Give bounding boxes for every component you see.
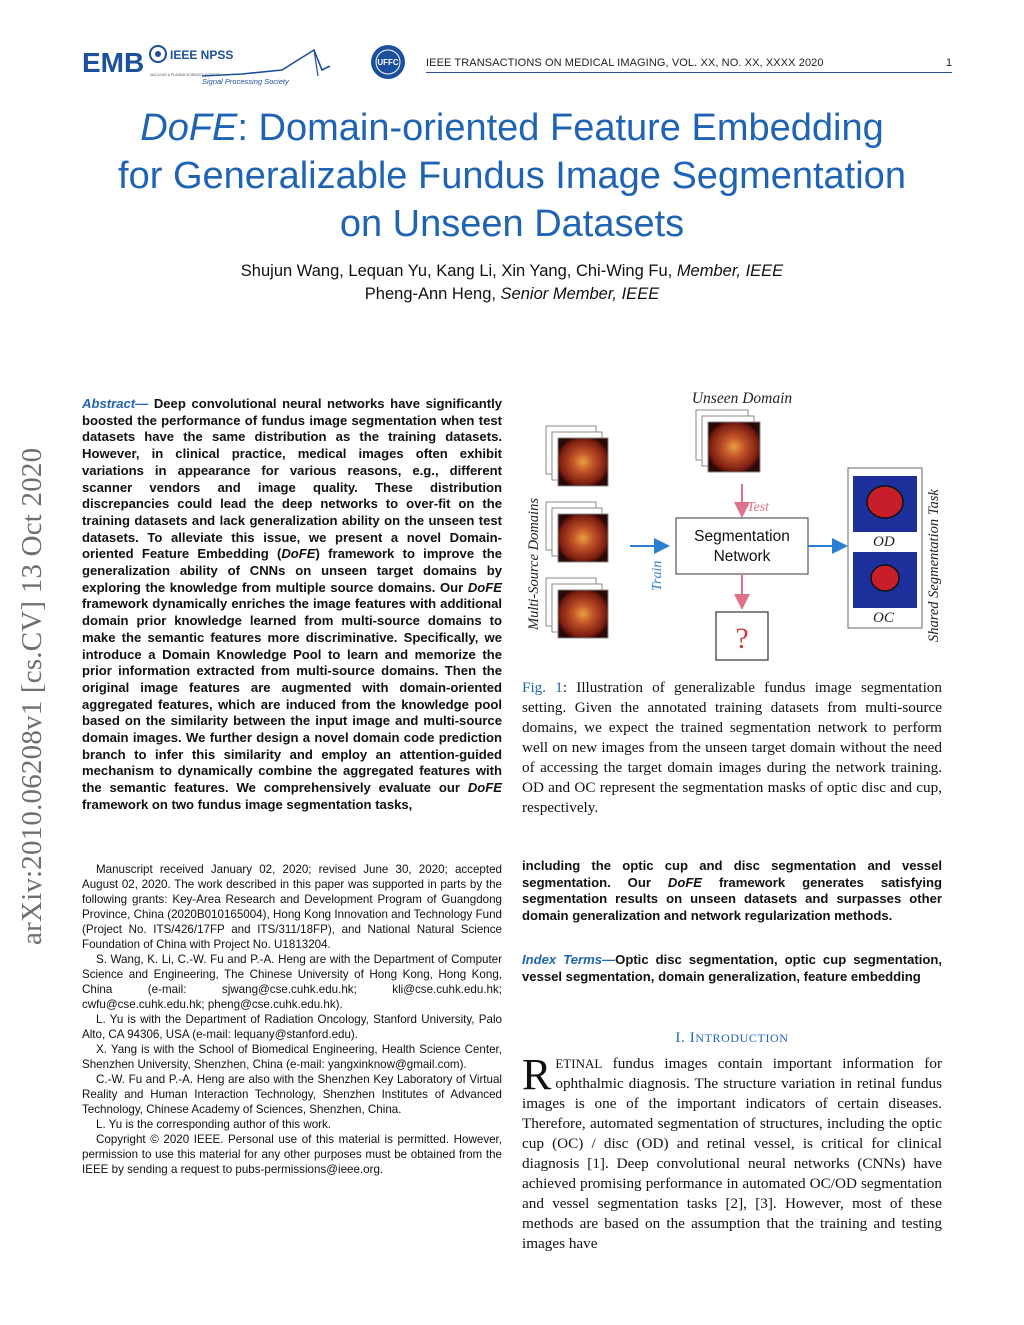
shared-task-label: Shared Segmentation Task — [926, 489, 942, 642]
uffc-logo — [371, 45, 405, 79]
footnote — [82, 862, 502, 1177]
train-label: Train — [650, 560, 665, 591]
authors-line1: Shujun Wang, Lequan Yu, Kang Li, Xin Yang, Chi-Wing Fu, — [240, 262, 677, 280]
header-rule — [426, 72, 952, 73]
emb-logo — [82, 47, 144, 78]
paper-title — [60, 104, 964, 248]
source-domain-stack-2 — [546, 502, 608, 562]
network-label-line1: Segmentation — [694, 528, 790, 545]
segmentation-network-box — [676, 518, 808, 574]
figure-caption — [522, 678, 942, 818]
source-domain-stack-3 — [546, 578, 608, 638]
ieee-npss-logo — [150, 46, 233, 77]
abstract-text-1: Deep convolutional neural networks have significantly boosted the performance of fundus image segmentation when test datasets have the same distribution as the training datasets. However, in clinical practice, medical images often exhibit variations in appearance for various reasons, e.g., different scanner vendors and image quality. These distribution discrepancies could lead the deep networks to over-fit on the training datasets and lack generalization ability on the unseen test datasets. To alleviate this issue, we present a novel Domain-oriented Feature Embedding ( — [82, 396, 502, 562]
authors-line2: Pheng-Ann Heng, — [364, 285, 501, 303]
sps-logo-text: Signal Processing Society — [202, 77, 289, 86]
abstract-dofe-3: DoFE — [467, 780, 502, 796]
authors-line1-role: Member, IEEE — [676, 262, 784, 280]
index-terms-lead: Index Terms— — [522, 952, 616, 967]
intro-first-word: ETINAL — [555, 1056, 603, 1071]
intro-text: fundus images contain important information for ophthalmic diagnosis. The structure variation in retinal fundus images is one of the important indicators of certain diseases. Therefore, automated segmentation of structures, including the optic cup (OC) / disc (OD) and retinal vessel, is critical for clinical diagnosis [1]. Deep convolutional neural networks (CNNs) have achieved promising performance in automated OC/OD segmentation and vessel segmentation tasks [2], [3]. However, most of these methods are based on the assumption that the training and testing images have — [522, 1055, 942, 1252]
index-terms — [522, 952, 942, 985]
test-label: Test — [747, 500, 770, 515]
abstract-text-4: framework on two fundus image segmentation tasks, — [82, 796, 413, 812]
section-numeral: I. — [675, 1030, 690, 1046]
section-first-letter: I — [689, 1030, 696, 1046]
abstract-cont-text-1: including the optic cup and disc segmentation and vessel segmentation. Our — [522, 858, 942, 890]
footnote-paragraph: L. Yu is with the Department of Radiation Oncology, Stanford University, Palo Alto, CA 94306, USA (e-mail: lequany@stanford.edu). — [82, 1013, 502, 1041]
question-mark: ? — [735, 622, 749, 655]
title-line3: on Unseen Datasets — [339, 203, 685, 245]
title-acronym: DoFE — [140, 107, 238, 149]
abstract-cont-text-2: framework generates satisfying segmentation results on unseen datasets and surpasses other domain generalization and network regularization methods. — [522, 874, 942, 924]
od-label: OD — [873, 534, 895, 550]
figure-caption-label: Fig. 1 — [522, 679, 563, 696]
drop-cap: R — [522, 1050, 552, 1099]
figure-caption-text: : Illustration of generalizable fundus image segmentation setting. Given the annotated training datasets from multi-source domains, we expect the trained segmentation network to perform well on new images from the unseen target domain without the need of accessing the target domain images during the network training. OD and OC represent the segmentation masks of optic disc and cup, respectively. — [522, 679, 942, 816]
emb-logo-text: EMB — [82, 47, 145, 78]
title-line2: for Generalizable Fundus Image Segmentation — [118, 155, 906, 197]
multi-source-domains-label: Multi-Source Domains — [526, 498, 542, 630]
author-list — [60, 260, 964, 306]
society-logos — [82, 40, 412, 88]
oc-label: OC — [873, 610, 894, 626]
abstract-text-3: framework dynamically enriches the image features with additional domain prior knowledge learned from multi-source domains to make the semantic features more discriminative. Specifically, we introduce a Domain Knowledge Pool to learn and memorize the prior information extracted from multi-source domains. Then the original image features are augmented with domain-oriented aggregated features, which are induced from the knowledge pool based on the similarity between the input image and multi-source domain images. We further design a novel domain code prediction branch to infer this similarity and employ an attention-guided mechanism to dynamically combine the aggregated features with the semantic features. We comprehensively evaluate our — [82, 596, 502, 796]
network-label-line2: Network — [713, 548, 771, 565]
source-domain-stack-1 — [546, 426, 608, 486]
abstract-continuation — [522, 858, 942, 925]
abstract-cont-dofe: DoFE — [667, 874, 703, 890]
uffc-logo-text: UFFC — [377, 58, 399, 67]
unseen-domain-stack — [696, 410, 760, 472]
footnote-paragraph: S. Wang, K. Li, C.-W. Fu and P.-A. Heng are with the Department of Computer Science and Engineering, The Chinese University of Hong Kong, Hong Kong, China (e-mail: sjwang@cse.cuhk.edu.hk; kli@cse.cuhk.edu.hk; cwfu@cse.cuhk.edu.hk; pheng@cse.cuhk.edu.hk). — [82, 953, 502, 1011]
abstract — [82, 396, 502, 814]
footnote-paragraph: L. Yu is the corresponding author of this work. — [96, 1118, 332, 1131]
arxiv-identifier: arXiv:2010.06208v1 [cs.CV] 13 Oct 2020 — [16, 447, 48, 945]
index-terms-text: Optic disc segmentation, optic cup segmentation, vessel segmentation, domain generalization, feature embedding — [522, 952, 942, 984]
page-number: 1 — [946, 57, 953, 69]
abstract-lead: Abstract— — [82, 396, 149, 411]
npss-logo-text: IEEE NPSS — [170, 48, 234, 62]
authors-line2-role: Senior Member, IEEE — [500, 285, 660, 303]
abstract-dofe-2: DoFE — [467, 579, 502, 595]
footnote-paragraph: C.-W. Fu and P.-A. Heng are also with the Shenzhen Key Laboratory of Virtual Reality and Human Interaction Technology, Shenzhen Institutes of Advanced Technology, Chinese Academy of Sciences, Shenzhen, China. — [82, 1073, 502, 1116]
section-title-rest: NTRODUCTION — [695, 1031, 789, 1045]
figure-1 — [518, 384, 968, 674]
running-head: IEEE TRANSACTIONS ON MEDICAL IMAGING, VOL. XX, NO. XX, XXXX 2020 — [426, 57, 824, 69]
section-heading — [522, 1030, 942, 1047]
title-line1: : Domain-oriented Feature Embedding — [237, 107, 884, 149]
abstract-dofe-1: DoFE — [281, 546, 316, 562]
introduction-paragraph — [522, 1050, 942, 1254]
footnote-paragraph: X. Yang is with the School of Biomedical Engineering, Health Science Center, Shenzhen University, Shenzhen, China (e-mail: yangxinknow@gmail.com). — [82, 1043, 502, 1071]
abstract-text-2: ) framework to improve the generalization ability of CNNs on unseen target domains by exploring the knowledge from multiple source domains. Our — [82, 546, 502, 595]
footnote-paragraph: Manuscript received January 02, 2020; revised June 30, 2020; accepted August 02, 2020. The work described in this paper was supported in parts by the following grants: Key-Area Research and Development Program of Guangdong Province, China (2020B010165004), Hong Kong Innovation and Technology Fund (Project No. ITS/426/17FP and ITS/311/18FP), and National Natural Science Foundation of China with Project No. U1813204. — [82, 863, 502, 951]
footnote-paragraph: Copyright © 2020 IEEE. Personal use of this material is permitted. However, permission to use this material for any other purposes must be obtained from the IEEE by sending a request to pubs-permissions@ieee.org. — [82, 1133, 502, 1176]
npss-tagline: NUCLEAR & PLASMA SCIENCES SOCIETY — [150, 73, 221, 77]
unseen-domain-label: Unseen Domain — [691, 390, 793, 407]
